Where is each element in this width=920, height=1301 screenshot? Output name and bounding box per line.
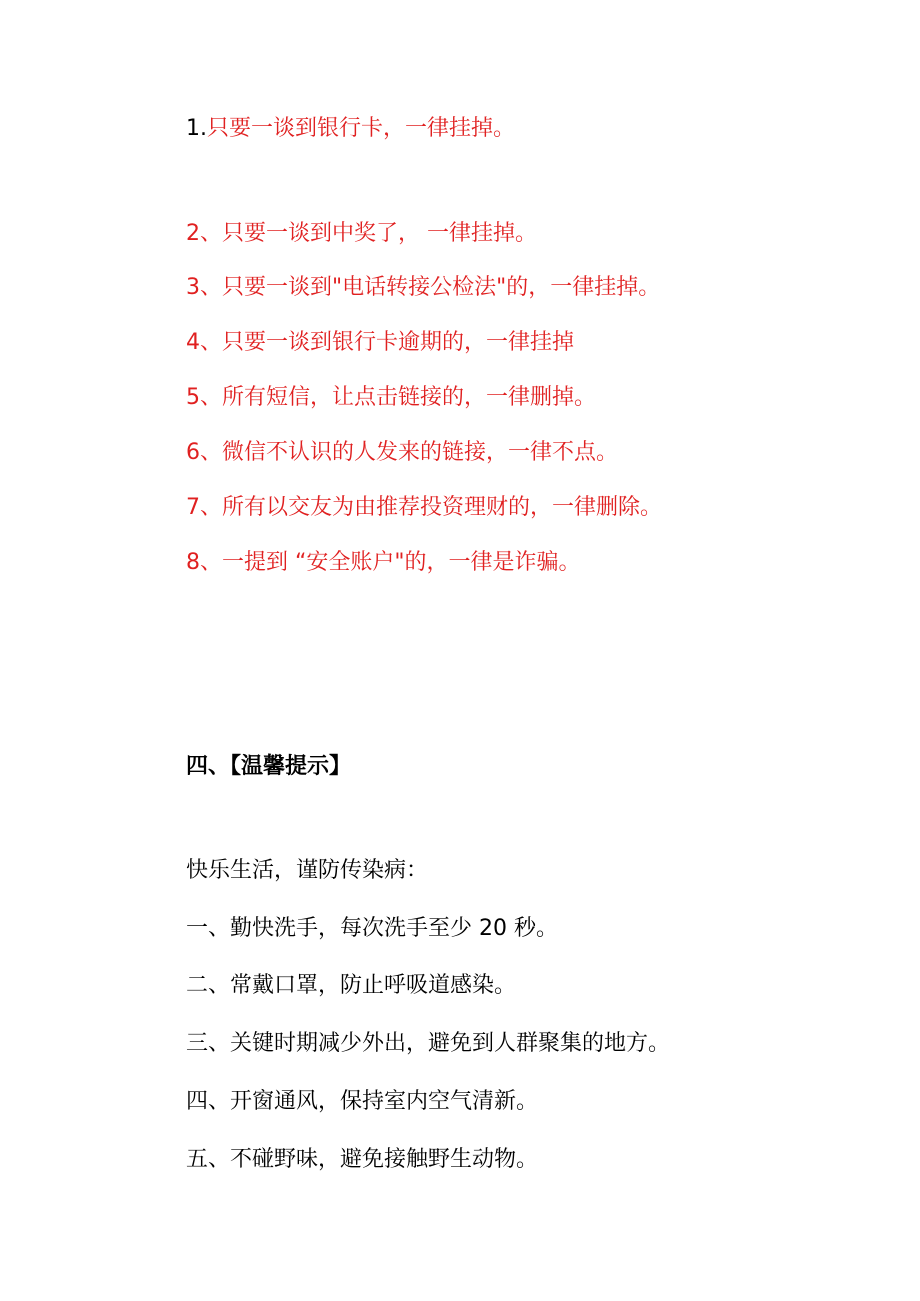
tip-item-5: 五、不碰野味，避免接触野生动物。 (186, 1147, 539, 1172)
warning-item-1-text: 只要一谈到银行卡，一律挂掉。 (207, 116, 516, 141)
tip-item-2: 二、常戴口罩，防止呼吸道感染。 (186, 973, 517, 998)
warning-item-7: 7、所有以交友为由推荐投资理财的，一律删除。 (186, 495, 662, 520)
warning-item-5: 5、所有短信，让点击链接的，一律删掉。 (186, 385, 596, 410)
warning-item-3: 3、只要一谈到"电话转接公检法"的，一律挂掉。 (186, 275, 661, 300)
warning-item-1-number: 1. (186, 116, 207, 141)
warning-item-6: 6、微信不认识的人发来的链接，一律不点。 (186, 440, 618, 465)
warning-item-2: 2、只要一谈到中奖了， 一律挂掉。 (186, 221, 537, 246)
section-heading: 四、【温馨提示】 (186, 754, 352, 779)
warning-item-8: 8、一提到 “安全账户"的，一律是诈骗。 (186, 550, 581, 575)
tip-item-3: 三、关键时期减少外出，避免到人群聚集的地方。 (186, 1031, 671, 1056)
tips-intro: 快乐生活，谨防传染病： (186, 858, 429, 883)
warning-item-1 (186, 114, 515, 144)
tip-item-1: 一、勤快洗手，每次洗手至少 20 秒。 (186, 916, 558, 941)
warning-item-4: 4、只要一谈到银行卡逾期的，一律挂掉 (186, 330, 574, 355)
tip-item-4: 四、开窗通风，保持室内空气清新。 (186, 1089, 539, 1114)
